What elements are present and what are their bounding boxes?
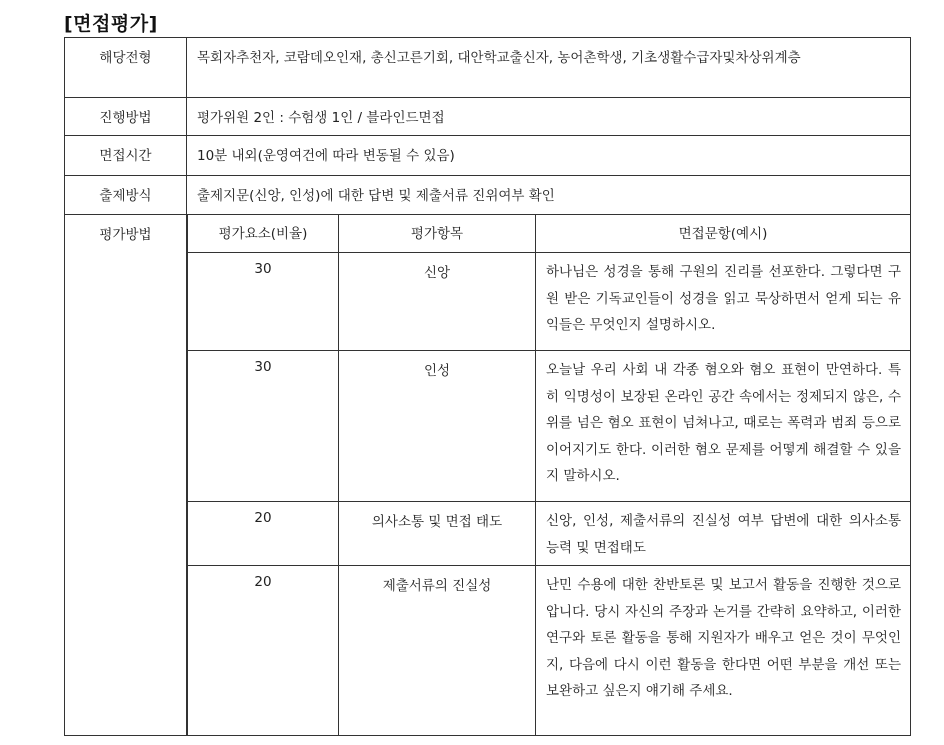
evaluation-table <box>187 215 910 735</box>
table-row <box>188 351 911 502</box>
question-cell: 오늘날 우리 사회 내 각종 혐오와 혐오 표현이 만연하다. 특히 익명성이 보장된 온라인 공간 속에서는 정제되지 않은, 수위를 넘은 혐오 표현이 넘쳐나고, 때로는 폭력과 범죄 등으로 이어지기도 한다. 이러한 혐오 문제를 어떻게 해결할 수 있을지 말하시오. <box>536 351 911 502</box>
value-target: 목회자추천자, 코람데오인재, 총신고른기회, 대안학교출신자, 농어촌학생, 기초생활수급자및차상위계층 <box>187 38 911 98</box>
label-method: 진행방법 <box>65 98 187 136</box>
header-question: 면접문항(예시) <box>536 215 911 253</box>
ratio-cell: 20 <box>188 566 339 735</box>
table-row <box>188 253 911 351</box>
question-cell: 난민 수용에 대한 찬반토론 및 보고서 활동을 진행한 것으로 압니다. 당시 자신의 주장과 논거를 간략히 요약하고, 이러한 연구와 토론 활동을 통해 지원자가 배우고 얻은 것이 무엇인지, 다음에 다시 이런 활동을 한다면 어떤 부분을 개선 또는 보완하고 싶은지 얘기해 주세요. <box>536 566 911 735</box>
header-item: 평가항목 <box>339 215 536 253</box>
value-format: 출제지문(신앙, 인성)에 대한 답변 및 제출서류 진위여부 확인 <box>187 176 911 215</box>
item-cell: 인성 <box>339 351 536 502</box>
row-format <box>65 176 911 215</box>
label-format: 출제방식 <box>65 176 187 215</box>
row-method <box>65 98 911 136</box>
label-target: 해당전형 <box>65 38 187 98</box>
ratio-cell: 30 <box>188 253 339 351</box>
label-evaluation: 평가방법 <box>65 215 187 736</box>
section-title: [면접평가] <box>64 13 158 35</box>
item-cell: 신앙 <box>339 253 536 351</box>
value-method: 평가위원 2인 : 수험생 1인 / 블라인드면접 <box>187 98 911 136</box>
item-cell: 의사소통 및 면접 태도 <box>339 502 536 566</box>
row-evaluation <box>65 215 911 736</box>
label-time: 면접시간 <box>65 136 187 176</box>
row-time <box>65 136 911 176</box>
item-cell: 제출서류의 진실성 <box>339 566 536 735</box>
question-cell: 하나님은 성경을 통해 구원의 진리를 선포한다. 그렇다면 구원 받은 기독교인들이 성경을 읽고 묵상하면서 얻게 되는 유익들은 무엇인지 설명하시오. <box>536 253 911 351</box>
table-row <box>188 502 911 566</box>
ratio-cell: 20 <box>188 502 339 566</box>
row-target <box>65 38 911 98</box>
interview-info-table <box>64 37 911 736</box>
question-cell: 신앙, 인성, 제출서류의 진실성 여부 답변에 대한 의사소통 능력 및 면접태도 <box>536 502 911 566</box>
value-time: 10분 내외(운영여건에 따라 변동될 수 있음) <box>187 136 911 176</box>
ratio-cell: 30 <box>188 351 339 502</box>
evaluation-header-row <box>188 215 911 253</box>
header-ratio: 평가요소(비율) <box>188 215 339 253</box>
table-row <box>188 566 911 735</box>
